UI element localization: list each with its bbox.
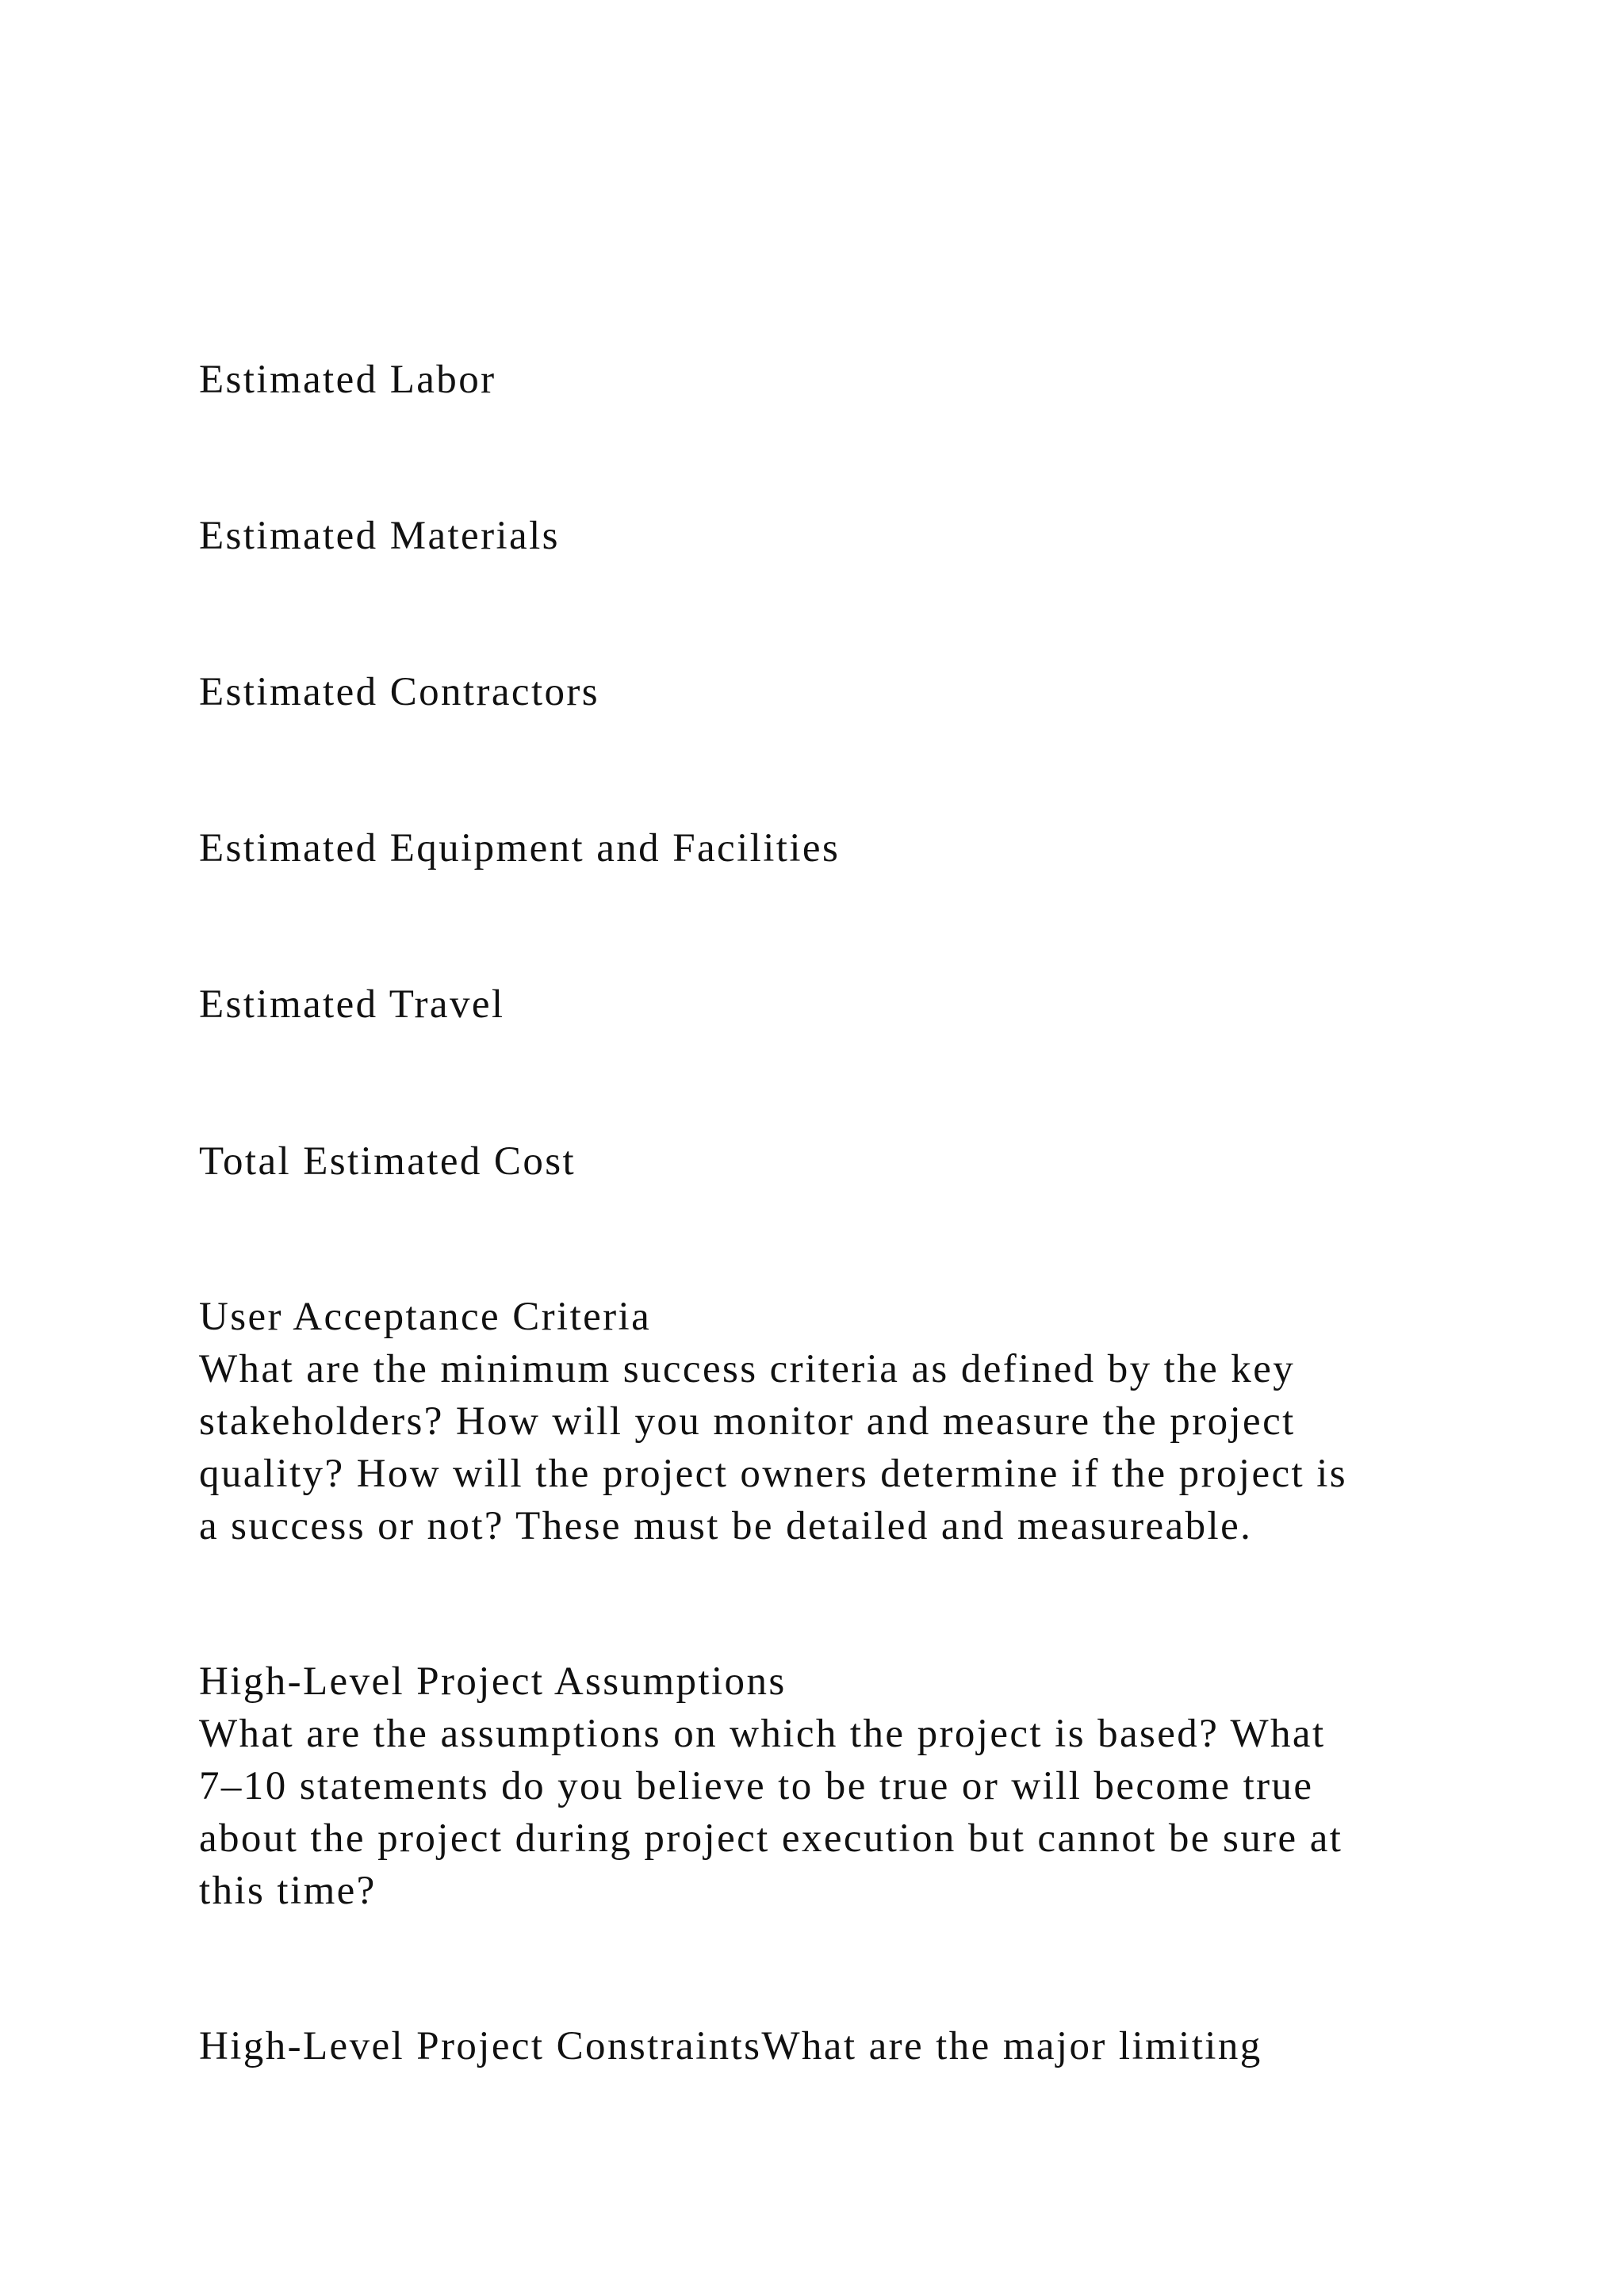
paragraph-line: about the project during project execution but cannot be sure at — [199, 1816, 1343, 1861]
cost-item-materials: Estimated Materials — [199, 514, 560, 558]
user-acceptance-section — [199, 1291, 1347, 1552]
cost-item-labor: Estimated Labor — [199, 358, 496, 402]
cost-item-equipment-facilities: Estimated Equipment and Facilities — [199, 826, 841, 871]
section-heading: High-Level Project Assumptions — [199, 1659, 787, 1704]
paragraph-line: What are the minimum success criteria as defined by the key — [199, 1347, 1296, 1391]
assumptions-section — [199, 1655, 1342, 1917]
constraints-line: High-Level Project ConstraintsWhat are the major limiting — [199, 2024, 1262, 2068]
paragraph-line: stakeholders? How will you monitor and measure the project — [199, 1399, 1296, 1444]
paragraph-line: a success or not? These must be detailed and measureable. — [199, 1504, 1253, 1548]
cost-item-contractors: Estimated Contractors — [199, 670, 600, 714]
paragraph-line: 7–10 statements do you believe to be true or will become true — [199, 1764, 1314, 1808]
paragraph-line: What are the assumptions on which the project is based? What — [199, 1712, 1326, 1756]
paragraph-line: quality? How will the project owners determine if the project is — [199, 1452, 1348, 1496]
cost-item-travel: Estimated Travel — [199, 982, 505, 1027]
paragraph-line: this time? — [199, 1869, 377, 1913]
cost-item-total: Total Estimated Cost — [199, 1139, 576, 1184]
section-heading: User Acceptance Criteria — [199, 1295, 652, 1339]
